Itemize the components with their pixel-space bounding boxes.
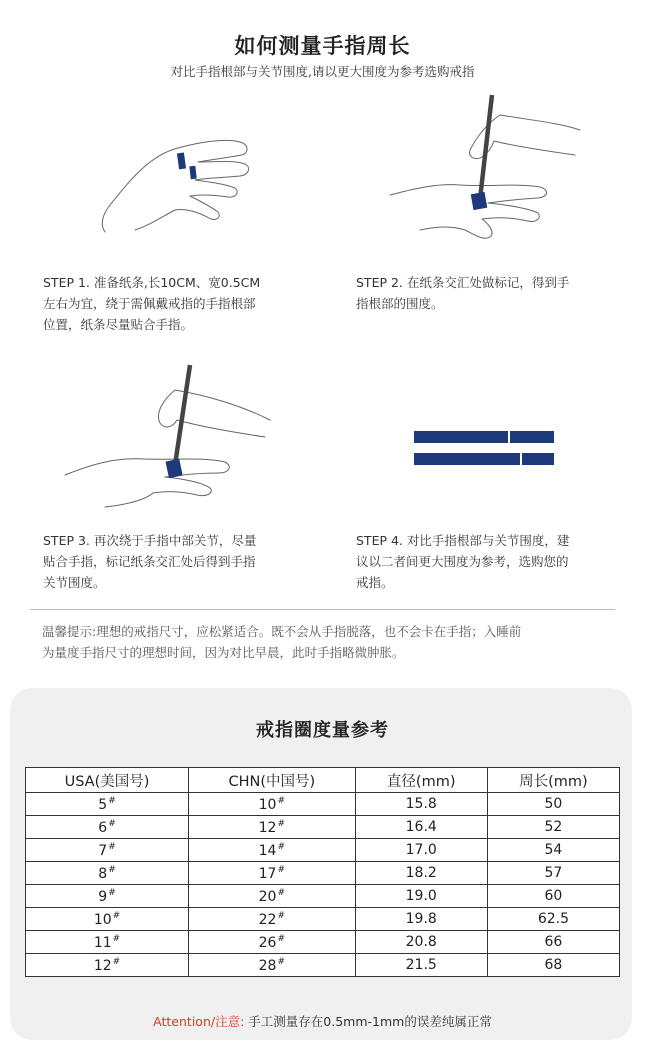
- cell-usa: 5#: [26, 793, 189, 816]
- size-mark: #: [108, 841, 116, 852]
- size-table-body: [26, 793, 620, 977]
- cell-chn: 28#: [189, 954, 356, 977]
- size-mark: #: [108, 887, 116, 898]
- size-table-header-row: [26, 768, 620, 793]
- table-row: [26, 839, 620, 862]
- table-row: [26, 862, 620, 885]
- size-mark: #: [108, 818, 116, 829]
- size-mark: #: [112, 910, 121, 921]
- cell-circumference: 52: [487, 816, 619, 839]
- cell-diameter: 16.4: [355, 816, 487, 839]
- size-mark: #: [277, 795, 286, 806]
- step-1-text: STEP 1. 准备纸条,长10CM、宽0.5CM 左右为宜，绕于需佩戴戒指的手指根部 位置，纸条尽量贴合手指。: [43, 275, 261, 332]
- size-mark: #: [108, 864, 116, 875]
- cell-circumference: 66: [487, 931, 619, 954]
- cell-circumference: 68: [487, 954, 619, 977]
- table-row: [26, 885, 620, 908]
- cell-circumference: 62.5: [487, 908, 619, 931]
- size-mark: #: [108, 795, 116, 806]
- cell-diameter: 17.0: [355, 839, 487, 862]
- header-usa: USA(美国号): [26, 768, 189, 793]
- cell-circumference: 50: [487, 793, 619, 816]
- cell-usa: 12#: [26, 954, 189, 977]
- cell-chn: 20#: [189, 885, 356, 908]
- tip-text: 温馨提示:理想的戒指尺寸，应松紧适合。既不会从手指脱落，也不会卡在手指；入睡前 为量度手指尺寸的理想时间，因为对比早晨，此时手指略微肿胀。: [42, 624, 522, 660]
- page-subtitle: 对比手指根部与关节围度,请以更大围度为参考选购戒指: [170, 64, 475, 79]
- page-title: 如何测量手指周长: [234, 34, 411, 58]
- size-mark: #: [277, 864, 286, 875]
- cell-diameter: 20.8: [355, 931, 487, 954]
- cell-usa: 10#: [26, 908, 189, 931]
- cell-usa: 9#: [26, 885, 189, 908]
- cell-chn: 14#: [189, 839, 356, 862]
- cell-usa: 8#: [26, 862, 189, 885]
- size-mark: #: [277, 841, 286, 852]
- size-mark: #: [277, 887, 286, 898]
- pen-mark-base-illustration: [390, 95, 590, 250]
- table-row: [26, 954, 620, 977]
- step-3-text: STEP 3. 再次绕于手指中部关节，尽量 贴合手指，标记纸条交汇处后得到手指 关节围度。: [43, 533, 257, 590]
- cell-circumference: 57: [487, 862, 619, 885]
- size-mark: #: [277, 956, 286, 967]
- cell-diameter: 19.8: [355, 908, 487, 931]
- cell-chn: 26#: [189, 931, 356, 954]
- cell-circumference: 54: [487, 839, 619, 862]
- table-row: [26, 816, 620, 839]
- cell-diameter: 15.8: [355, 793, 487, 816]
- table-row: [26, 931, 620, 954]
- cell-usa: 6#: [26, 816, 189, 839]
- table-row: [26, 908, 620, 931]
- size-mark: #: [112, 956, 121, 967]
- step-4-text: STEP 4. 对比手指根部与关节围度，建 议以二者间更大围度为参考，选购您的 戒指。: [356, 533, 570, 590]
- cell-usa: 11#: [26, 931, 189, 954]
- cell-usa: 7#: [26, 839, 189, 862]
- size-table: [25, 767, 620, 977]
- cell-chn: 22#: [189, 908, 356, 931]
- header-chn: CHN(中国号): [189, 768, 356, 793]
- cell-circumference: 60: [487, 885, 619, 908]
- attention-note: [0, 1012, 645, 1030]
- cell-diameter: 21.5: [355, 954, 487, 977]
- size-table-title: 戒指圈度量参考: [256, 720, 389, 741]
- cell-chn: 17#: [189, 862, 356, 885]
- strip-comparison-illustration: [414, 431, 554, 467]
- table-row: [26, 793, 620, 816]
- size-mark: #: [277, 818, 286, 829]
- section-divider: [30, 609, 615, 610]
- header-circumference: 周长(mm): [487, 768, 619, 793]
- attention-text: 手工测量存在0.5mm-1mm的误差纯属正常: [244, 1014, 492, 1029]
- cell-diameter: 19.0: [355, 885, 487, 908]
- attention-label: Attention/注意:: [153, 1014, 245, 1029]
- size-mark: #: [277, 910, 286, 921]
- cell-diameter: 18.2: [355, 862, 487, 885]
- step-2-text: STEP 2. 在纸条交汇处做标记，得到手 指根部的围度。: [356, 275, 570, 311]
- cell-chn: 10#: [189, 793, 356, 816]
- size-mark: #: [112, 933, 121, 944]
- header-diameter: 直径(mm): [355, 768, 487, 793]
- cell-chn: 12#: [189, 816, 356, 839]
- pen-mark-joint-illustration: [65, 365, 280, 515]
- hand-strip-base-illustration: [90, 120, 280, 240]
- size-mark: #: [277, 933, 286, 944]
